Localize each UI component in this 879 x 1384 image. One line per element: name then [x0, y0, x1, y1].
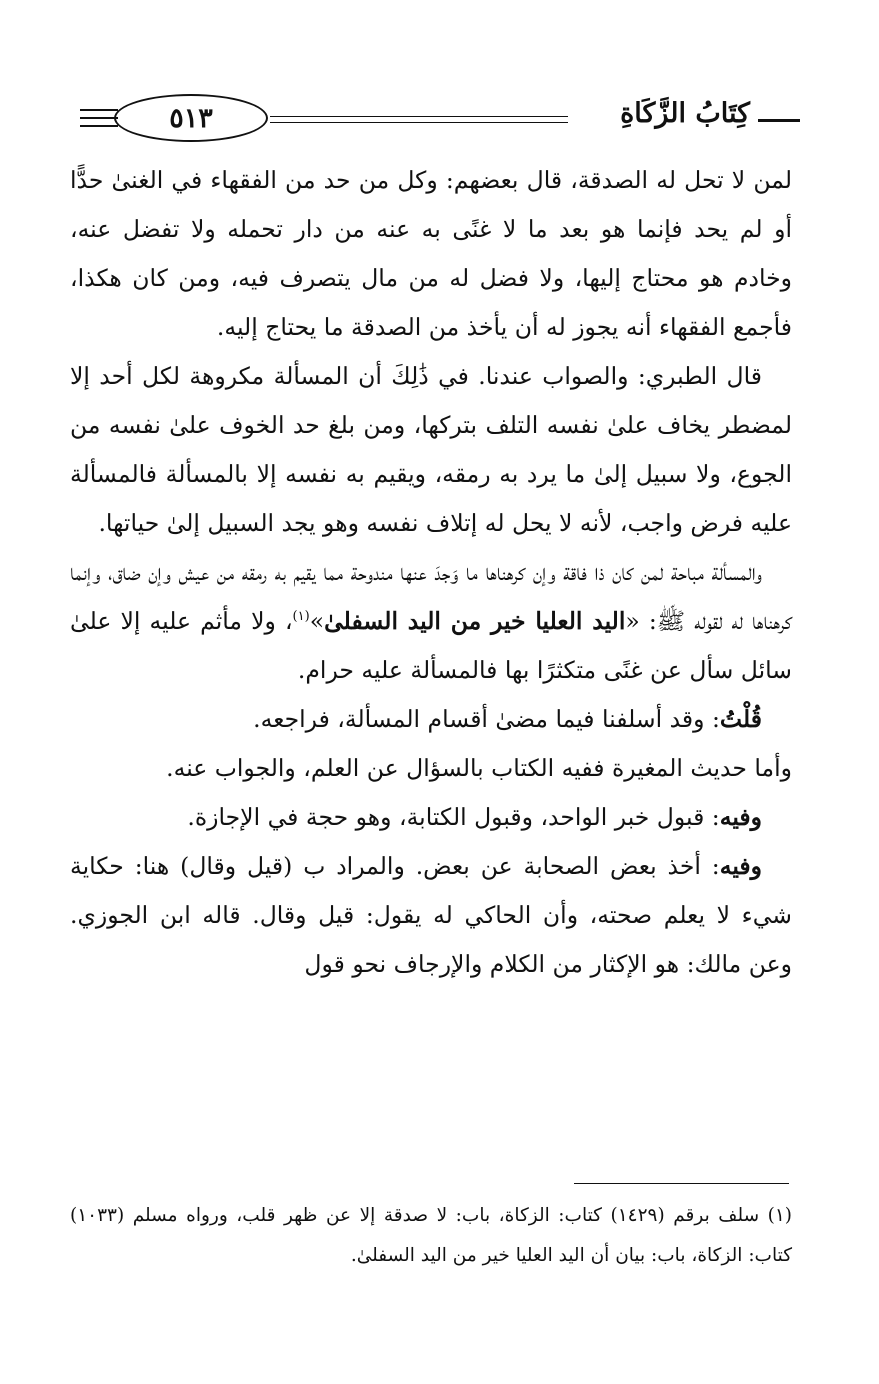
paragraph: [70, 744, 792, 793]
paragraph: [70, 156, 792, 352]
paragraph: [70, 548, 792, 695]
text-segment: وأما حديث المغيرة ففيه الكتاب بالسؤال عن العلم، والجواب عنه.: [166, 754, 792, 782]
footnote-ref: (١): [292, 609, 310, 625]
text-segment: : قبول خبر الواحد، وقبول الكتابة، وهو حجة في الإجازة.: [187, 803, 720, 831]
page-header: [80, 92, 800, 144]
bold-text: وفيه: [719, 803, 762, 831]
paragraph: [70, 695, 792, 744]
bold-text: وفيه: [719, 852, 762, 880]
text-segment: والمسألة مباحة لمن كان ذا فاقة وإن كرهناها ما وَجدَ عنها مندوحة مما يقيم به رمقه من عيش وإن ضاق، وإنما كرهناها له لقوله ﷺ: «: [70, 558, 792, 635]
text-segment: »: [309, 607, 325, 635]
body-text: [70, 156, 792, 989]
text-segment: : أخذ بعض الصحابة عن بعض. والمراد ب (قيل وقال) هنا: حكاية شيء لا يعلم صحته، وأن الحاكي له يقول: قيل وقال. قاله ابن الجوزي. وعن مالك: هو الإكثار من الكلام والإرجاف نحو قول: [70, 852, 792, 978]
page-number-oval: [114, 94, 268, 142]
chapter-title: كِتَابُ الزَّكَاةِ: [620, 98, 750, 129]
header-dash: [758, 119, 800, 122]
text-segment: : وقد أسلفنا فيما مضىٰ أقسام المسألة، فراجعه.: [253, 705, 720, 733]
text-segment: ، ولا مأثم عليه إلا علىٰ سائل سأل عن غنًى متكثرًا بها فالمسألة عليه حرام.: [70, 607, 792, 684]
bold-text: قُلْتُ: [719, 705, 762, 733]
text-segment: قال الطبري: والصواب عندنا. في ذَٰلِكَ أن المسألة مكروهة لكل أحد إلا لمضطر يخاف علىٰ نفسه التلف بتركها، ومن بلغ حد الخوف علىٰ نفسه من الجوع، ولا سبيل إلىٰ ما يرد به رمقه، ويقيم به نفسه إلا بالمسألة فالمسألة عليه فرض واجب، لأنه لا يحل له إتلاف نفسه وهو يجد السبيل إلىٰ حياتها.: [70, 362, 792, 537]
paragraph: [70, 793, 792, 842]
header-ornament-line: [80, 117, 118, 119]
header-ornament-line: [80, 109, 118, 111]
footnote-separator: [574, 1183, 789, 1184]
text-segment: لمن لا تحل له الصدقة، قال بعضهم: وكل من حد من الفقهاء في الغنىٰ حدًّا أو لم يحد فإنما هو بعد ما لا غنًى به عنه من دار تحمله ولا تفضل عنه، وخادم هو محتاج إليها، ولا فضل له من مال يتصرف فيه، ومن كان هكذا، فأجمع الفقهاء أنه يجوز له أن يأخذ من الصدقة ما يحتاج إليه.: [70, 166, 792, 341]
footnote: (١) سلف برقم (١٤٢٩) كتاب: الزكاة، باب: لا صدقة إلا عن ظهر قلب، ورواه مسلم (١٠٣٣) كتاب: الزكاة، باب: بيان أن اليد العليا خير من اليد السفلىٰ.: [70, 1205, 792, 1266]
header-rule: [270, 116, 568, 123]
header-ornament-line: [80, 125, 118, 127]
paragraph: [70, 352, 792, 548]
page-number: ٥١٣: [169, 102, 213, 134]
paragraph: [70, 842, 792, 989]
footnotes: [70, 1196, 792, 1276]
bold-text: اليد العليا خير من اليد السفلىٰ: [324, 607, 626, 635]
